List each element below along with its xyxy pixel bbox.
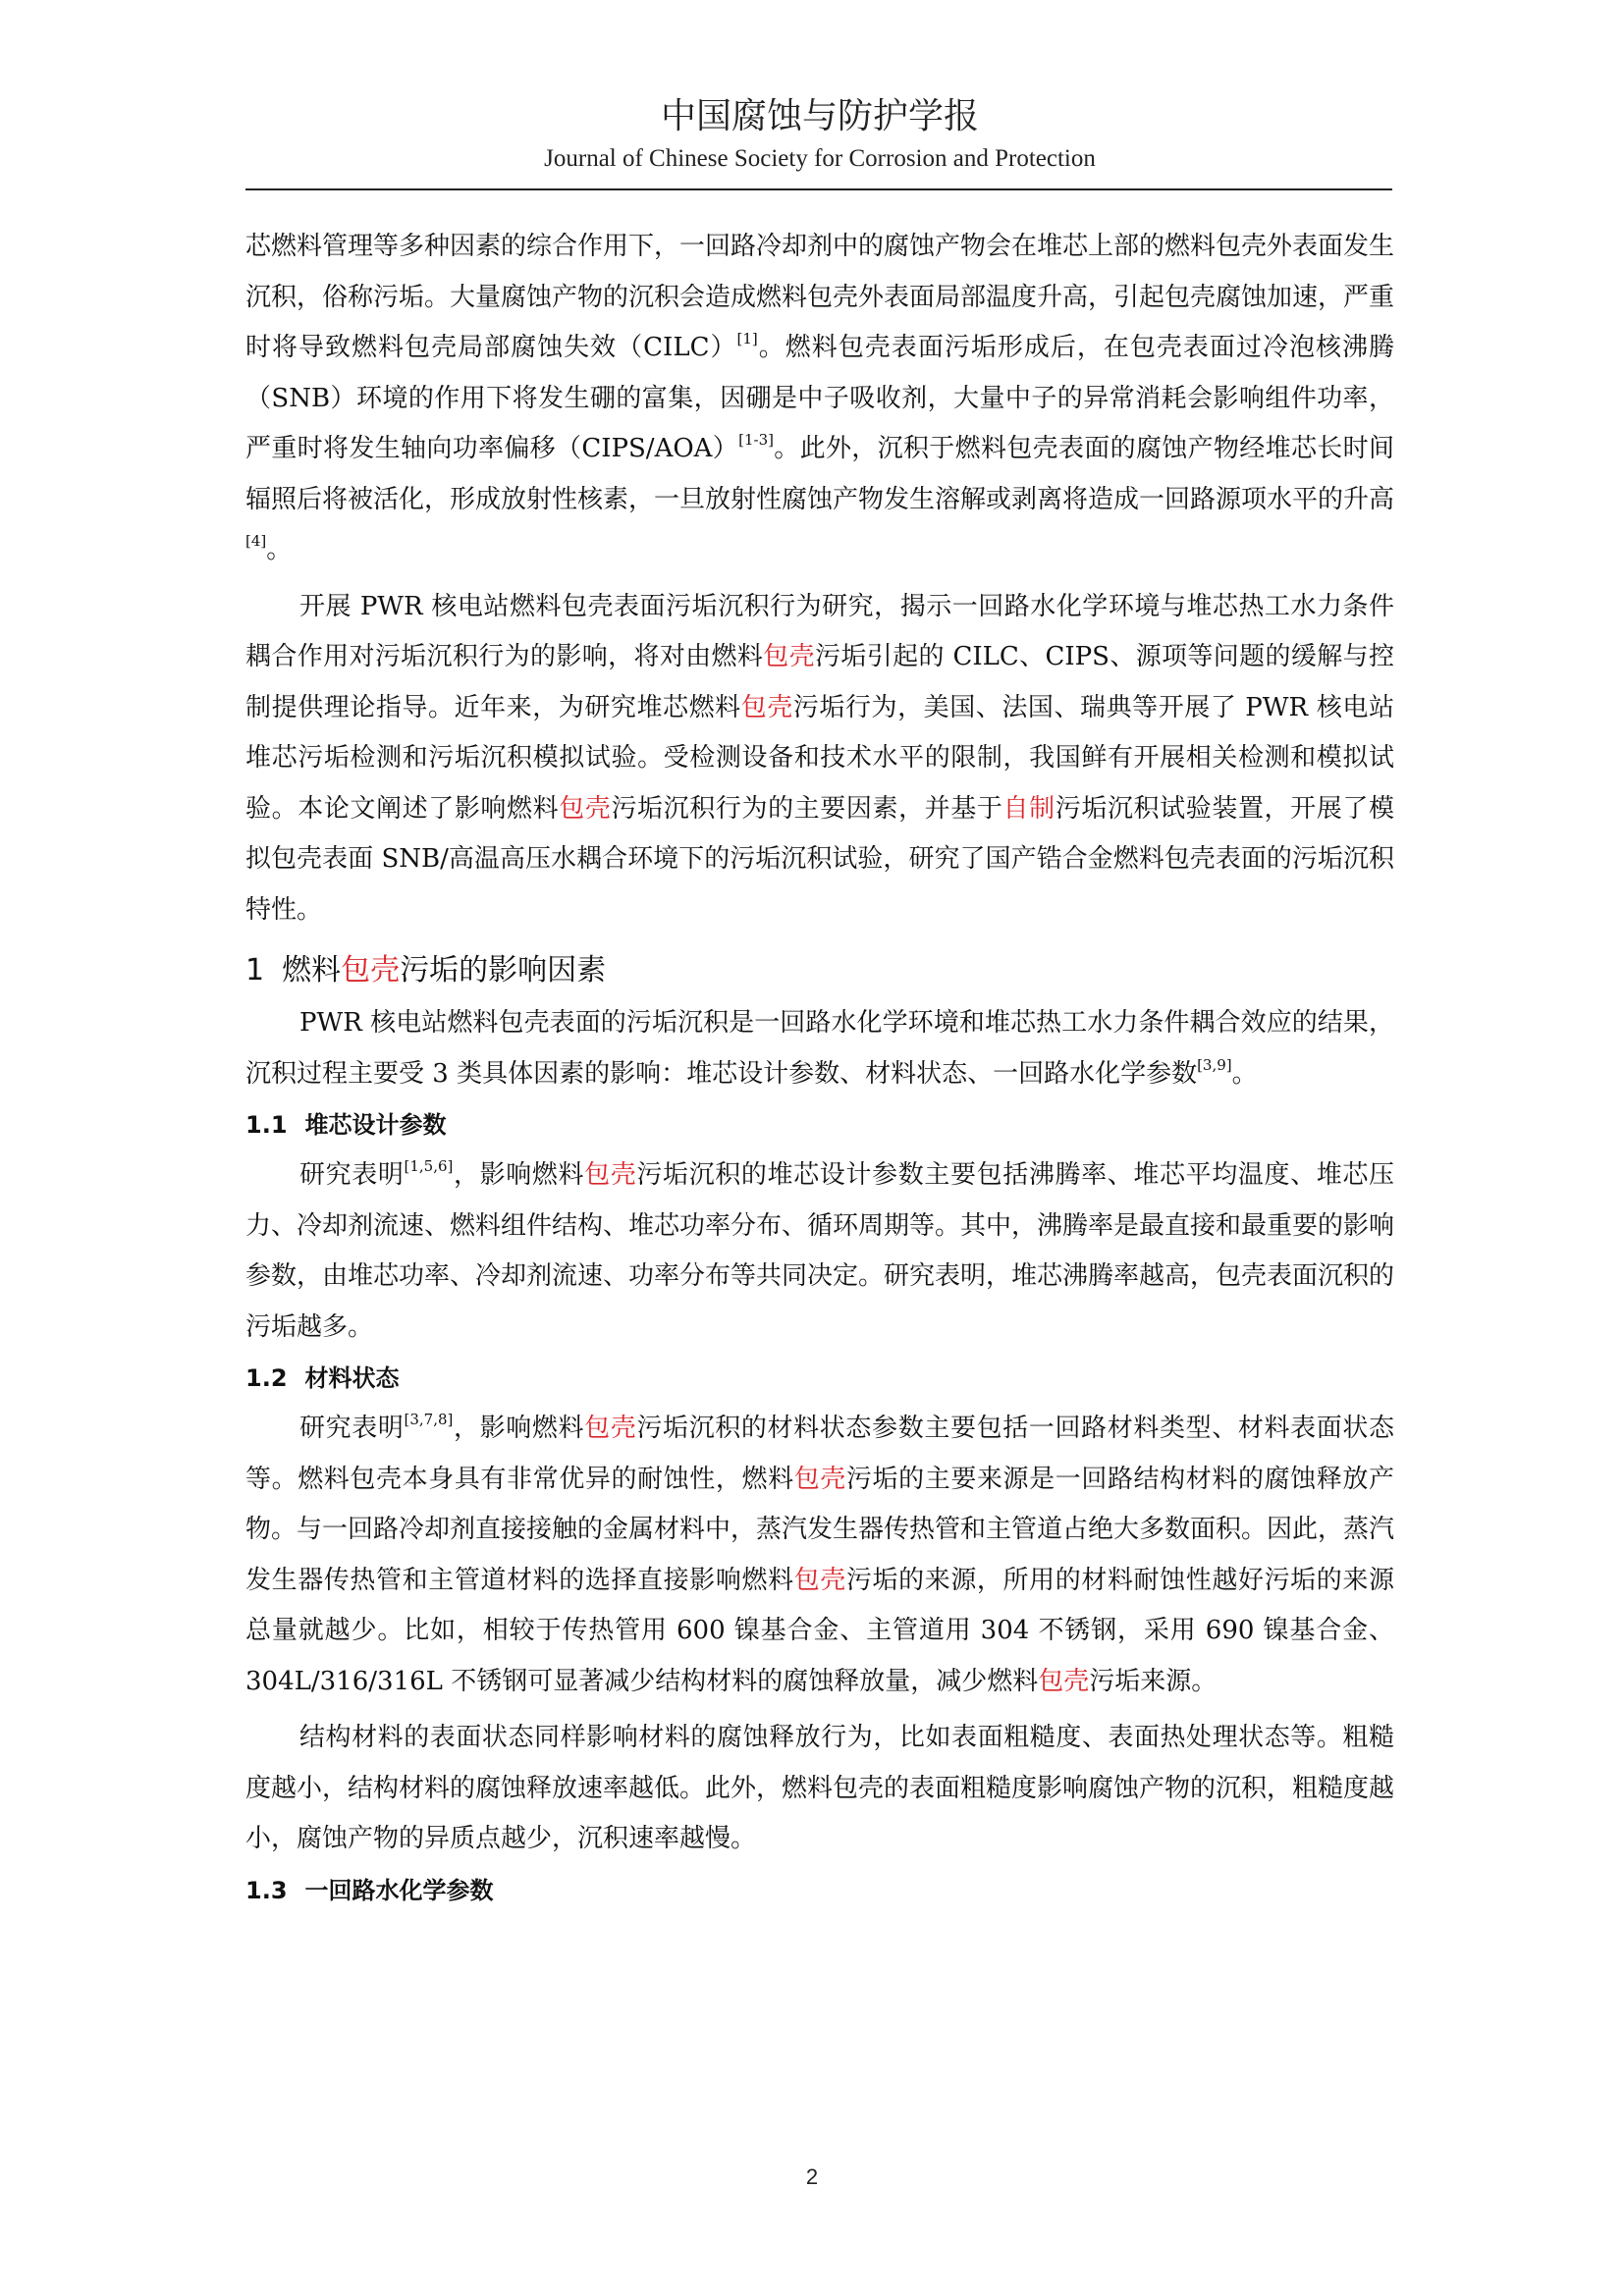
- article-body: [245, 222, 1394, 1916]
- highlight: 包壳: [584, 1160, 637, 1190]
- highlight: 包壳: [341, 953, 401, 988]
- highlight: 自制: [1002, 793, 1056, 824]
- section-heading-1: 1 燃料包壳污垢的影响因素: [245, 953, 607, 988]
- paragraph-material-state: 研究表明[3,7,8]，影响燃料包壳污垢沉积的材料状态参数主要包括一回路材料类型、材料表面状态等。燃料包壳本身具有非常优异的耐蚀性，燃料包壳污垢的主要来源是一回路结构材料的腐蚀释放产物。与一回路冷却剂直接接触的金属材料中，蒸汽发生器传热管和主管道占绝大多数面积。因此，蒸汽发生器传热管和主管道材料的选择直接影响燃料包壳污垢的来源，所用的材料耐蚀性越好污垢的来源总量就越少。比如，相较于传热管用 600 镍基合金、主管道用 304 不锈钢，采用 690 镍基合金、304L/316/316L 不锈钢可显著减少结构材料的腐蚀释放量，减少燃料包壳污垢来源。: [245, 1411, 1395, 1696]
- citation: [3,7,8]: [404, 1411, 454, 1428]
- paragraph-intro-continued: 芯燃料管理等多种因素的综合作用下，一回路冷却剂中的腐蚀产物会在堆芯上部的燃料包壳外表面发生沉积，俗称污垢。大量腐蚀产物的沉积会造成燃料包壳外表面局部温度升高，引起包壳腐蚀加速，严重时将导致燃料包壳局部腐蚀失效（CILC）[1]。燃料包壳表面污垢形成后，在包壳表面过冷泡核沸腾（SNB）环境的作用下将发生硼的富集，因硼是中子吸收剂，大量中子的异常消耗会影响组件功率，严重时将发生轴向功率偏移（CIPS/AOA）[1-3]。此外，沉积于燃料包壳表面的腐蚀产物经堆芯长时间辐照后将被活化，形成放射性核素，一旦放射性腐蚀产物发生溶解或剥离将造成一回路源项水平的升高[4]。: [245, 232, 1395, 564]
- journal-header: [245, 94, 1394, 175]
- citation: [3,9]: [1197, 1055, 1232, 1074]
- citation: [1-3]: [738, 431, 774, 449]
- journal-title-cn: 中国腐蚀与防护学报: [660, 96, 979, 136]
- highlight: 包壳: [793, 1565, 846, 1595]
- paragraph-research-motivation: 开展 PWR 核电站燃料包壳表面污垢沉积行为研究，揭示一回路水化学环境与堆芯热工水力条件耦合作用对污垢沉积行为的影响，将对由燃料包壳污垢引起的 CILC、CIPS、源项等问题的缓解与控制提供理论指导。近年来，为研究堆芯燃料包壳污垢行为，美国、法国、瑞典等开展了 PWR 核电站堆芯污垢检测和污垢沉积模拟试验。受检测设备和技术水平的限制，我国鲜有开展相关检测和模拟试验。本论文阐述了影响燃料包壳污垢沉积行为的主要因素，并基于自制污垢沉积试验装置，开展了模拟包壳表面 SNB/高温高压水耦合环境下的污垢沉积试验，研究了国产锆合金燃料包壳表面的污垢沉积特性。: [245, 591, 1394, 925]
- highlight: 包壳: [793, 1464, 846, 1494]
- highlight: 包壳: [559, 793, 612, 824]
- page-number: 2: [805, 2164, 819, 2189]
- section-heading-1-2: 1.2 材料状态: [245, 1364, 400, 1392]
- citation: [1,5,6]: [404, 1157, 454, 1175]
- paragraph-section-1: PWR 核电站燃料包壳表面的污垢沉积是一回路水化学环境和堆芯热工水力条件耦合效应的结果，沉积过程主要受 3 类具体因素的影响：堆芯设计参数、材料状态、一回路水化学参数[3,9]。: [245, 1008, 1394, 1089]
- section-heading-1-1: 1.1 堆芯设计参数: [245, 1111, 447, 1139]
- highlight: 包壳: [584, 1414, 637, 1443]
- paragraph-surface-state: 结构材料的表面状态同样影响材料的腐蚀释放行为，比如表面粗糙度、表面热处理状态等。粗糙度越小，结构材料的腐蚀释放速率越低。此外，燃料包壳的表面粗糙度影响腐蚀产物的沉积，粗糙度越小，腐蚀产物的异质点越少，沉积速率越慢。: [245, 1723, 1395, 1853]
- header-divider: [245, 188, 1392, 190]
- citation: [1]: [736, 330, 758, 347]
- highlight: 包壳: [1038, 1666, 1090, 1696]
- citation: [4]: [245, 532, 267, 550]
- section-heading-1-3: 1.3 一回路水化学参数: [245, 1876, 494, 1904]
- highlight: 包壳: [763, 642, 816, 671]
- journal-title-en: Journal of Chinese Society for Corrosion and Protection: [544, 145, 1096, 172]
- highlight: 包壳: [740, 692, 793, 722]
- paragraph-core-design: 研究表明[1,5,6]，影响燃料包壳污垢沉积的堆芯设计参数主要包括沸腾率、堆芯平均温度、堆芯压力、冷却剂流速、燃料组件结构、堆芯功率分布、循环周期等。其中，沸腾率是最直接和最重要的影响参数，由堆芯功率、冷却剂流速、功率分布等共同决定。研究表明，堆芯沸腾率越高，包壳表面沉积的污垢越多。: [245, 1157, 1395, 1342]
